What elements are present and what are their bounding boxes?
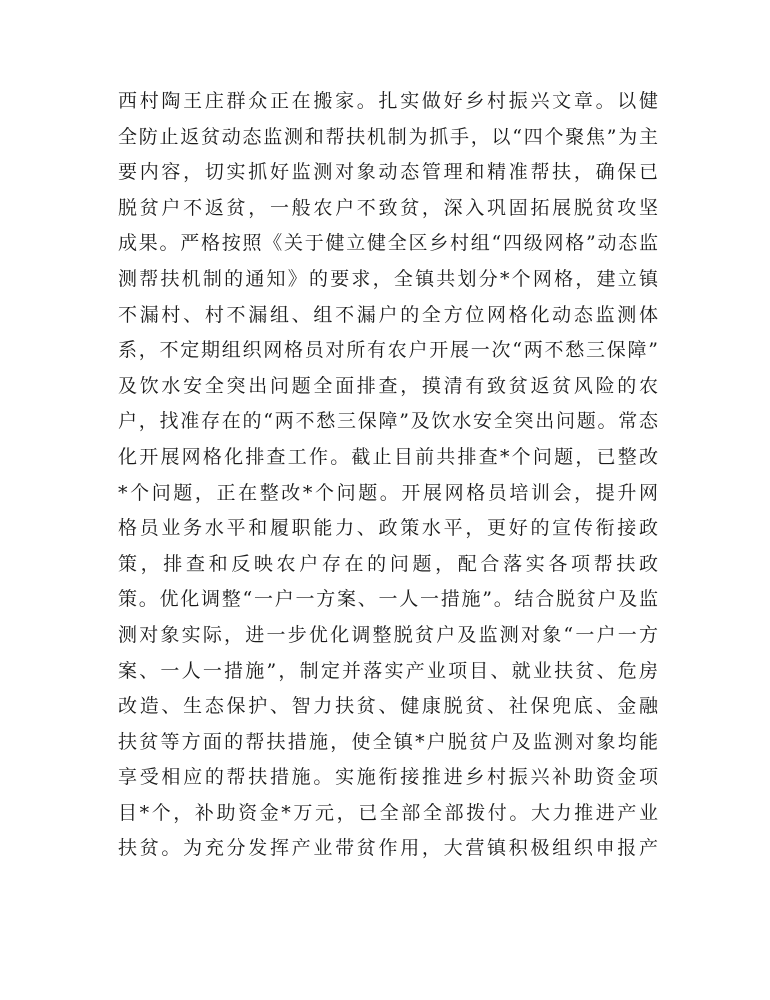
text-line: 成果。严格按照《关于健立健全区乡村组“四级网格”动态监 [118,232,658,255]
text-line: 测对象实际，进一步优化调整脱贫户及监测对象“一户一方 [118,623,658,646]
text-line: 全防止返贫动态监测和帮扶机制为抓手，以“四个聚焦”为主 [118,125,658,148]
body-text [118,84,658,867]
text-line: 扶贫。为充分发挥产业带贫作用，大营镇积极组织申报产 [118,837,658,860]
text-line: 及饮水安全突出问题全面排查，摸清有致贫返贫风险的农 [118,374,658,397]
text-line: 案、一人一措施”，制定并落实产业项目、就业扶贫、危房 [118,659,658,682]
text-line: 目*个，补助资金*万元，已全部全部拨付。大力推进产业 [118,801,658,824]
text-line: 脱贫户不返贫，一般农户不致贫，深入巩固拓展脱贫攻坚 [118,196,658,219]
text-line: 不漏村、村不漏组、组不漏户的全方位网格化动态监测体 [118,303,658,326]
text-line: *个问题，正在整改*个问题。开展网格员培训会，提升网 [118,481,658,504]
text-line: 户，找准存在的“两不愁三保障”及饮水安全突出问题。常态 [118,410,658,433]
text-line: 享受相应的帮扶措施。实施衔接推进乡村振兴补助资金项 [118,766,658,789]
text-line: 策，排查和反映农户存在的问题，配合落实各项帮扶政 [118,552,658,575]
text-line: 西村陶王庄群众正在搬家。扎实做好乡村振兴文章。以健 [118,90,658,112]
text-line: 系，不定期组织网格员对所有农户开展一次“两不愁三保障” [118,339,658,362]
text-line: 扶贫等方面的帮扶措施，使全镇*户脱贫户及监测对象均能 [118,730,658,753]
text-line: 化开展网格化排查工作。截止目前共排查*个问题，已整改 [118,445,658,468]
text-line: 策。优化调整“一户一方案、一人一措施”。结合脱贫户及监 [118,588,658,611]
text-line: 改造、生态保护、智力扶贫、健康脱贫、社保兜底、金融 [118,695,658,718]
text-line: 格员业务水平和履职能力、政策水平，更好的宣传衔接政 [118,517,658,540]
text-line: 要内容，切实抓好监测对象动态管理和精准帮扶，确保已 [118,161,658,184]
text-line: 测帮扶机制的通知》的要求，全镇共划分*个网格，建立镇 [118,267,658,290]
